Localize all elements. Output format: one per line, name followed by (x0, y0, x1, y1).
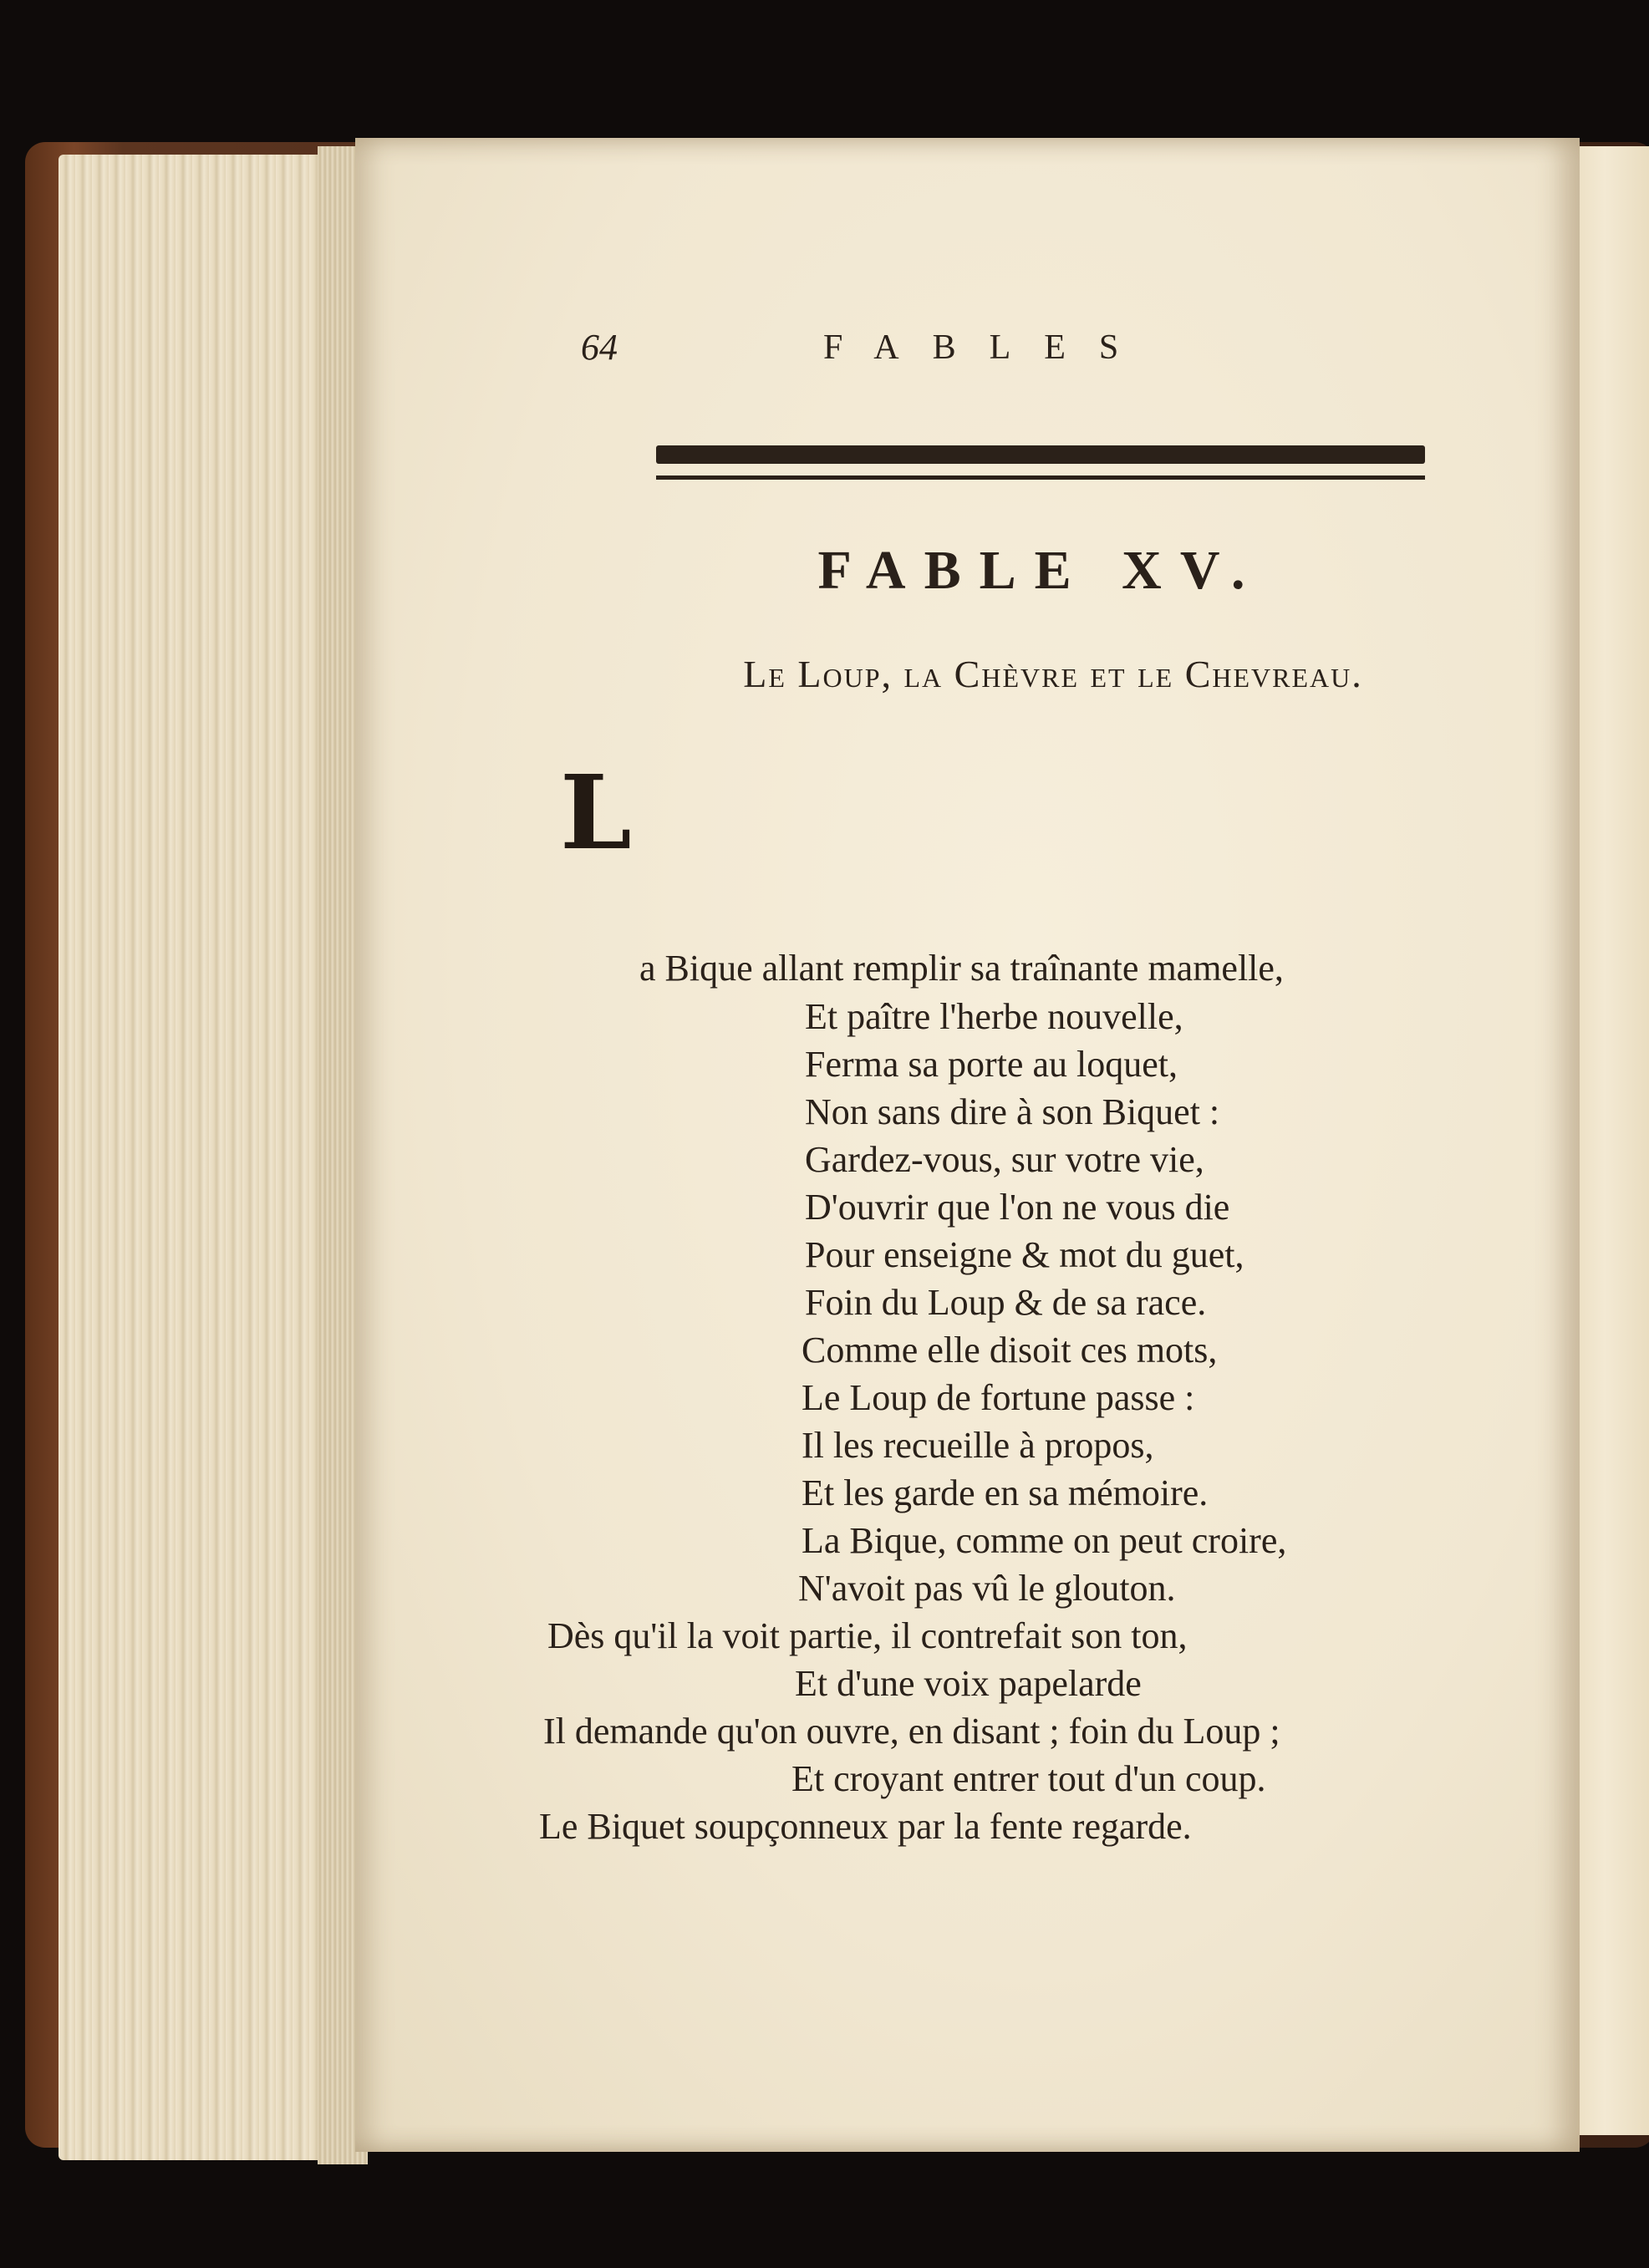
verse-line: D'ouvrir que l'on ne vous die (805, 1187, 1230, 1228)
verse-line: Et paître l'herbe nouvelle, (805, 996, 1183, 1037)
verse-line: Comme elle disoit ces mots, (802, 1330, 1218, 1370)
drop-cap: L (560, 752, 632, 872)
verse-line: Il les recueille à propos, (802, 1425, 1154, 1466)
verse-line: Le Loup de fortune passe : (802, 1377, 1195, 1418)
verse-line: a Bique allant remplir sa traînante mamelle, (639, 948, 1284, 989)
verse-line: Ferma sa porte au loquet, (805, 1044, 1178, 1085)
page-number: 64 (581, 327, 618, 368)
page-text (355, 138, 1580, 2152)
verse-line: N'avoit pas vû le glouton. (798, 1568, 1176, 1609)
page-block-edge (59, 155, 359, 2160)
facing-page-edge (1571, 146, 1649, 2135)
verse-line: Le Biquet soupçonneux par la fente regarde. (539, 1806, 1192, 1847)
verse-line: Foin du Loup & de sa race. (805, 1282, 1207, 1323)
ornamental-rule-thick (656, 445, 1425, 464)
verse-line: Et croyant entrer tout d'un coup. (791, 1758, 1266, 1799)
verse-line: Et d'une voix papelarde (795, 1663, 1142, 1704)
verse-line: La Bique, comme on peut croire, (802, 1520, 1287, 1561)
verse-line: Pour enseigne & mot du guet, (805, 1234, 1244, 1275)
verse-line: Et les garde en sa mémoire. (802, 1472, 1209, 1513)
running-title: FABLES (823, 328, 1153, 367)
ornamental-rule-thin (656, 475, 1425, 480)
verse-line: Gardez-vous, sur votre vie, (805, 1139, 1204, 1180)
fable-title: FABLE XV. (817, 540, 1264, 601)
verse-line: Non sans dire à son Biquet : (805, 1091, 1220, 1132)
fable-subtitle: Le Loup, la Chèvre et le Chevreau. (743, 653, 1363, 695)
running-head (581, 326, 1500, 384)
verse-line: Dès qu'il la voit partie, il contrefait son ton, (547, 1615, 1188, 1656)
verse-line: Il demande qu'on ouvre, en disant ; foin du Loup ; (543, 1711, 1280, 1752)
book-page (355, 138, 1580, 2152)
